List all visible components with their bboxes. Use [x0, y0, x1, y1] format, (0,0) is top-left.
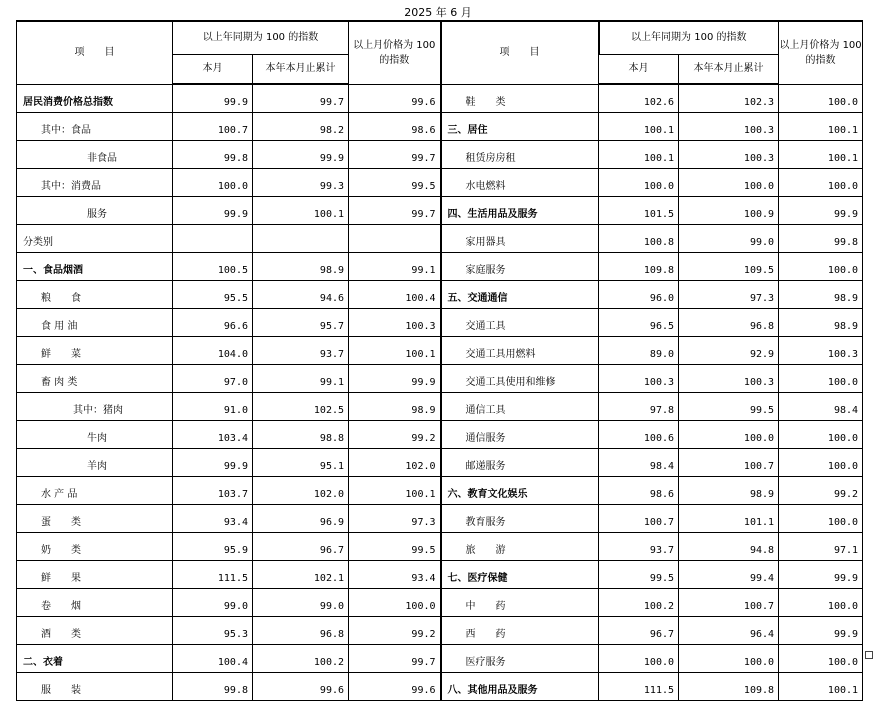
mom-header-right: 以上月价格为 100 的指数: [779, 21, 863, 84]
right-value: 99.9: [779, 617, 863, 645]
right-value: 100.1: [599, 113, 679, 141]
right-item-name: 家庭服务: [441, 253, 599, 281]
left-value: 100.4: [173, 645, 253, 673]
left-value: 95.5: [173, 281, 253, 309]
right-value: 100.0: [779, 589, 863, 617]
table-row: [17, 505, 863, 533]
right-value: 96.5: [599, 309, 679, 337]
left-value: 99.7: [349, 197, 441, 225]
left-value: 99.2: [349, 421, 441, 449]
left-value: 95.3: [173, 617, 253, 645]
left-item-name: 酒 类: [17, 617, 173, 645]
left-item-name: 其中：猪肉: [17, 393, 173, 421]
right-value: 93.7: [599, 533, 679, 561]
right-item-name: 租赁房房租: [441, 141, 599, 169]
left-item-name: 其中：食品: [17, 113, 173, 141]
right-value: 100.0: [599, 645, 679, 673]
left-value: 99.7: [349, 645, 441, 673]
right-value: 100.0: [779, 365, 863, 393]
table-row: [17, 253, 863, 281]
table-row: [17, 169, 863, 197]
right-item-name: 八、其他用品及服务: [441, 673, 599, 701]
left-item-name: 牛肉: [17, 421, 173, 449]
right-value: 100.7: [599, 505, 679, 533]
left-value: 100.2: [253, 645, 349, 673]
right-item-name: 旅 游: [441, 533, 599, 561]
left-item-name: 非食品: [17, 141, 173, 169]
right-item-name: 通信服务: [441, 421, 599, 449]
right-value: 100.8: [599, 225, 679, 253]
table-row: [17, 141, 863, 169]
left-item-name: 蛋 类: [17, 505, 173, 533]
right-value: 100.7: [679, 589, 779, 617]
this-month-header-right: 本月: [599, 55, 679, 85]
right-value: 99.5: [679, 393, 779, 421]
right-value: 96.7: [599, 617, 679, 645]
left-value: 102.0: [253, 477, 349, 505]
table-row: [17, 309, 863, 337]
right-value: 99.0: [679, 225, 779, 253]
right-value: 100.0: [779, 421, 863, 449]
left-value: 100.5: [173, 253, 253, 281]
table-row: [17, 449, 863, 477]
right-value: 100.3: [599, 365, 679, 393]
left-item-name: 水 产 品: [17, 477, 173, 505]
left-value: 104.0: [173, 337, 253, 365]
left-value: 97.0: [173, 365, 253, 393]
right-item-name: 六、教育文化娱乐: [441, 477, 599, 505]
table-row: [17, 113, 863, 141]
table-row: [17, 645, 863, 673]
left-item-name: 奶 类: [17, 533, 173, 561]
left-value: 99.6: [253, 673, 349, 701]
left-value: 100.0: [349, 589, 441, 617]
left-value: 100.4: [349, 281, 441, 309]
right-value: 101.5: [599, 197, 679, 225]
left-value: 103.7: [173, 477, 253, 505]
right-value: 92.9: [679, 337, 779, 365]
right-item-name: 七、医疗保健: [441, 561, 599, 589]
left-value: 91.0: [173, 393, 253, 421]
yoy-header-right: 以上年同期为 100 的指数: [599, 21, 779, 55]
table-row: [17, 673, 863, 701]
left-value: 95.1: [253, 449, 349, 477]
right-item-name: 交通工具用燃料: [441, 337, 599, 365]
right-value: 99.9: [779, 561, 863, 589]
left-value: 98.9: [349, 393, 441, 421]
left-item-name: 服务: [17, 197, 173, 225]
left-item-name: 其中：消费品: [17, 169, 173, 197]
left-value: 99.1: [349, 253, 441, 281]
left-value: [173, 225, 253, 253]
left-value: 99.3: [253, 169, 349, 197]
left-item-name: 居民消费价格总指数: [17, 84, 173, 113]
right-value: 96.4: [679, 617, 779, 645]
left-value: 100.1: [349, 337, 441, 365]
table-row: [17, 533, 863, 561]
left-value: 98.8: [253, 421, 349, 449]
right-value: 100.1: [779, 673, 863, 701]
right-value: 111.5: [599, 673, 679, 701]
left-value: 98.2: [253, 113, 349, 141]
right-value: 100.2: [599, 589, 679, 617]
right-item-name: 家用器具: [441, 225, 599, 253]
right-value: 97.1: [779, 533, 863, 561]
right-value: 100.3: [679, 141, 779, 169]
left-value: 99.5: [349, 169, 441, 197]
left-item-name: 鲜 菜: [17, 337, 173, 365]
right-value: 100.0: [779, 169, 863, 197]
right-value: 100.0: [679, 169, 779, 197]
right-value: 99.9: [779, 197, 863, 225]
left-item-name: 分类别: [17, 225, 173, 253]
right-value: 100.1: [779, 113, 863, 141]
left-value: 100.0: [173, 169, 253, 197]
left-item-name: 畜 肉 类: [17, 365, 173, 393]
left-item-name: 食 用 油: [17, 309, 173, 337]
right-value: 99.4: [679, 561, 779, 589]
right-value: 98.6: [599, 477, 679, 505]
right-value: 99.5: [599, 561, 679, 589]
table-row: [17, 561, 863, 589]
right-value: 109.5: [679, 253, 779, 281]
left-value: 99.9: [253, 141, 349, 169]
left-value: 96.7: [253, 533, 349, 561]
right-item-name: 邮递服务: [441, 449, 599, 477]
left-item-name: 鲜 果: [17, 561, 173, 589]
right-value: 100.7: [679, 449, 779, 477]
left-value: 97.3: [349, 505, 441, 533]
right-item-name: 交通工具使用和维修: [441, 365, 599, 393]
ytd-header-right: 本年本月止累计: [679, 55, 779, 85]
left-value: 103.4: [173, 421, 253, 449]
left-value: 99.9: [173, 84, 253, 113]
left-value: 93.7: [253, 337, 349, 365]
left-value: 100.7: [173, 113, 253, 141]
left-value: [253, 225, 349, 253]
right-value: 98.9: [779, 309, 863, 337]
right-value: 100.3: [679, 365, 779, 393]
right-item-name: 医疗服务: [441, 645, 599, 673]
table-row: [17, 225, 863, 253]
left-value: 95.9: [173, 533, 253, 561]
left-value: 102.0: [349, 449, 441, 477]
right-value: 100.0: [679, 645, 779, 673]
right-value: 100.0: [779, 253, 863, 281]
left-item-name: 羊肉: [17, 449, 173, 477]
right-value: 97.8: [599, 393, 679, 421]
right-value: 100.0: [779, 505, 863, 533]
right-value: 98.4: [599, 449, 679, 477]
this-month-header-left: 本月: [173, 55, 253, 85]
right-value: 109.8: [599, 253, 679, 281]
right-item-name: 中 药: [441, 589, 599, 617]
right-value: 98.9: [779, 281, 863, 309]
right-value: 109.8: [679, 673, 779, 701]
left-value: 99.8: [173, 141, 253, 169]
left-value: 96.6: [173, 309, 253, 337]
table-row: [17, 589, 863, 617]
right-value: 100.1: [779, 141, 863, 169]
left-value: 94.6: [253, 281, 349, 309]
left-item-name: 卷 烟: [17, 589, 173, 617]
right-value: 97.3: [679, 281, 779, 309]
left-value: [349, 225, 441, 253]
left-value: 96.8: [253, 617, 349, 645]
left-value: 99.7: [253, 84, 349, 113]
right-value: 98.4: [779, 393, 863, 421]
right-item-name: 五、交通通信: [441, 281, 599, 309]
yoy-header-left: 以上年同期为 100 的指数: [173, 21, 349, 55]
left-item-name: 二、衣着: [17, 645, 173, 673]
left-value: 99.1: [253, 365, 349, 393]
left-value: 98.9: [253, 253, 349, 281]
left-value: 98.6: [349, 113, 441, 141]
right-value: 100.3: [779, 337, 863, 365]
right-item-name: 三、居住: [441, 113, 599, 141]
cpi-table: [16, 20, 863, 701]
right-item-name: 教育服务: [441, 505, 599, 533]
left-value: 93.4: [349, 561, 441, 589]
left-item-name: 服 装: [17, 673, 173, 701]
table-row: [17, 477, 863, 505]
right-value: 100.0: [779, 449, 863, 477]
right-value: 96.8: [679, 309, 779, 337]
resize-handle: [865, 651, 873, 659]
right-value: 89.0: [599, 337, 679, 365]
left-value: 96.9: [253, 505, 349, 533]
table-row: [17, 393, 863, 421]
right-value: 102.3: [679, 84, 779, 113]
left-value: 99.6: [349, 673, 441, 701]
right-value: 102.6: [599, 84, 679, 113]
left-value: 100.3: [349, 309, 441, 337]
right-value: 100.0: [679, 421, 779, 449]
left-value: 99.2: [349, 617, 441, 645]
table-row: [17, 337, 863, 365]
left-value: 100.1: [253, 197, 349, 225]
table-row: [17, 84, 863, 113]
left-value: 111.5: [173, 561, 253, 589]
right-value: 100.3: [679, 113, 779, 141]
left-value: 99.0: [253, 589, 349, 617]
left-item-name: 粮 食: [17, 281, 173, 309]
left-value: 102.5: [253, 393, 349, 421]
ytd-header-left: 本年本月止累计: [253, 55, 349, 85]
right-value: 100.1: [599, 141, 679, 169]
left-value: 99.7: [349, 141, 441, 169]
mom-header-left: 以上月价格为 100 的指数: [349, 21, 441, 84]
left-value: 102.1: [253, 561, 349, 589]
item-header-right: 项 目: [441, 21, 599, 84]
right-value: 94.8: [679, 533, 779, 561]
left-value: 99.8: [173, 673, 253, 701]
right-item-name: 水电燃料: [441, 169, 599, 197]
right-value: 98.9: [679, 477, 779, 505]
left-value: 99.5: [349, 533, 441, 561]
table-row: [17, 197, 863, 225]
right-value: 99.2: [779, 477, 863, 505]
right-value: 100.0: [779, 645, 863, 673]
left-value: 99.9: [349, 365, 441, 393]
right-value: 100.0: [599, 169, 679, 197]
left-value: 99.0: [173, 589, 253, 617]
right-item-name: 四、生活用品及服务: [441, 197, 599, 225]
right-item-name: 西 药: [441, 617, 599, 645]
table-row: [17, 365, 863, 393]
right-value: 100.9: [679, 197, 779, 225]
left-value: 99.9: [173, 197, 253, 225]
right-item-name: 鞋 类: [441, 84, 599, 113]
right-value: 100.6: [599, 421, 679, 449]
left-value: 99.9: [173, 449, 253, 477]
left-value: 95.7: [253, 309, 349, 337]
right-value: 100.0: [779, 84, 863, 113]
report-date: 2025 年 6 月: [404, 6, 472, 19]
left-value: 99.6: [349, 84, 441, 113]
item-header-left: 项 目: [17, 21, 173, 84]
table-row: [17, 421, 863, 449]
table-row: [17, 281, 863, 309]
right-value: 96.0: [599, 281, 679, 309]
left-value: 100.1: [349, 477, 441, 505]
right-item-name: 交通工具: [441, 309, 599, 337]
right-value: 101.1: [679, 505, 779, 533]
table-row: [17, 617, 863, 645]
right-item-name: 通信工具: [441, 393, 599, 421]
left-item-name: 一、食品烟酒: [17, 253, 173, 281]
left-value: 93.4: [173, 505, 253, 533]
right-value: 99.8: [779, 225, 863, 253]
